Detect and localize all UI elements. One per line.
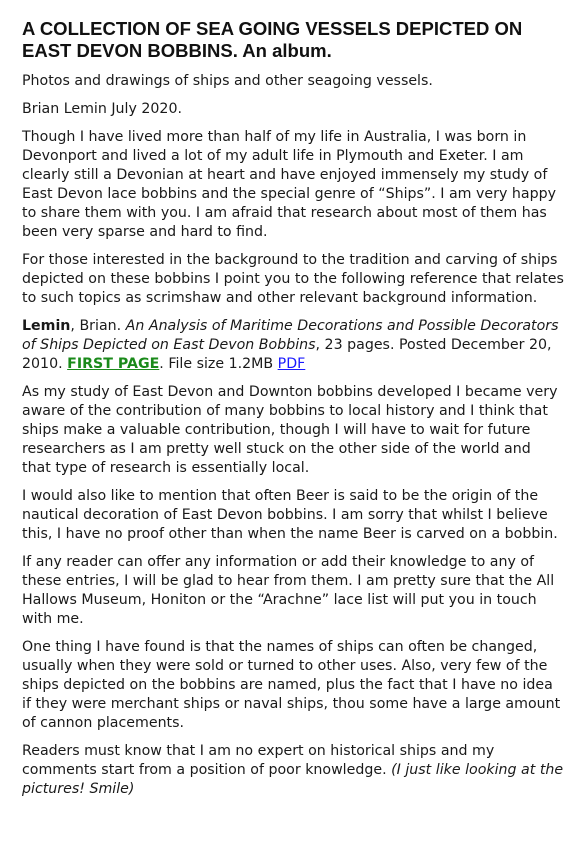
background-paragraph: For those interested in the background to the tradition and carving of ships depicted on these bobbins I point you to the following reference that relates to such topics as scrimshaw and other relevant background information. (22, 252, 564, 306)
contact-paragraph: If any reader can offer any information or add their knowledge to any of these entries, I will be glad to hear from them. I am pretty sure that the All Hallows Museum, Honiton or the “Arachne” lace list will put you in touch with me. (22, 554, 555, 627)
beer-paragraph: I would also like to mention that often Beer is said to be the origin of the nautical decoration of East Devon bobbins. I am sorry that whilst I believe this, I have no proof other than when the name Beer is carved on a bobbin. (22, 488, 558, 542)
reference-details: , 23 pages. Posted December 20, 2010. (22, 337, 552, 372)
page-title: A COLLECTION OF SEA GOING VESSELS DEPICTED ON EAST DEVON BOBBINS. An album. (22, 18, 523, 61)
pdf-link[interactable]: PDF (277, 356, 306, 372)
reference-file-size: . File size 1.2MB (159, 356, 278, 372)
reference-entry (22, 317, 564, 374)
reference-author: Lemin (22, 318, 71, 334)
disclaimer-paragraph (22, 742, 564, 799)
byline: Brian Lemin July 2020. (22, 101, 182, 117)
subtitle: Photos and drawings of ships and other seagoing vessels. (22, 73, 433, 89)
intro-paragraph: Though I have lived more than half of my life in Australia, I was born in Devonport and lived a lot of my adult life in Plymouth and Exeter. I am clearly still a Devonian at heart and have enjoyed immensely my study of East Devon lace bobbins and the special genre of “Ships”. I am very happy to share them with you. I am afraid that research about most of them has been very sparse and hard to find. (22, 129, 556, 240)
study-paragraph: As my study of East Devon and Downton bobbins developed I became very aware of the contribution of many bobbins to local history and I think that ships make a valuable contribution, though I will have to wait for future researchers as I am pretty well stuck on the other side of the world and that type of research is essentially local. (22, 384, 558, 476)
disclaimer-text: Readers must know that I am no expert on historical ships and my comments start from a position of poor knowledge. (22, 743, 495, 778)
ship-names-paragraph: One thing I have found is that the names of ships can often be changed, usually when they were sold or turned to other uses. Also, very few of the ships depicted on the bobbins are named, plus the fact that I have no idea if they were merchant ships or naval ships, thou some have a large amount of cannon placements. (22, 639, 561, 731)
disclaimer-aside: (I just like looking at the pictures! Smile) (22, 762, 564, 797)
reference-author-rest: , Brian. (70, 318, 126, 334)
first-page-link[interactable]: FIRST PAGE (67, 356, 160, 372)
reference-work-title: An Analysis of Maritime Decorations and Possible Decorators of Ships Depicted on East Devon Bobbins (22, 318, 559, 353)
